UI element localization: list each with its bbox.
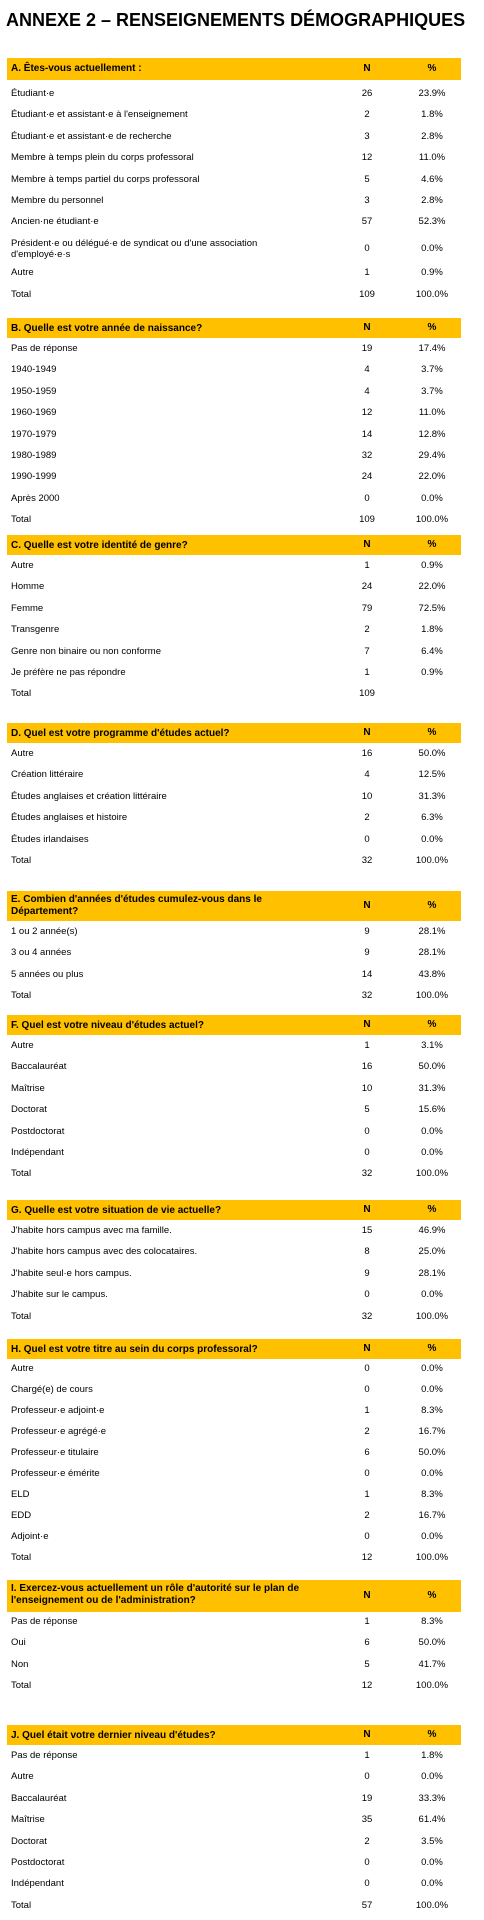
section-g [7,1200,461,1322]
row-label: Chargé(e) de cours [11,1384,93,1395]
row-label: ELD [11,1489,30,1500]
row-percent: 31.3% [418,790,446,802]
row-label: 1970-1979 [11,428,57,440]
column-header-percent: % [427,539,437,550]
row-count: 0 [364,1147,370,1158]
row-count: 5 [364,1658,370,1670]
row-label: Adjoint·e [11,1531,49,1542]
row-percent: 0.0% [421,833,443,845]
section-question: A. Êtes-vous actuellement : [11,63,142,74]
row-label: Pas de réponse [11,1750,78,1761]
row-label: Total [11,1310,32,1322]
row-percent: 0.0% [421,1384,443,1395]
row-percent: 41.7% [418,1658,446,1670]
row-percent: 28.1% [418,926,446,937]
column-header-n: N [363,1590,371,1601]
row-percent: 100.0% [415,514,449,526]
row-count: 2 [364,624,370,636]
row-percent: 100.0% [415,990,449,1002]
row-percent: 29.4% [418,450,446,461]
row-count: 109 [359,688,375,700]
row-label: Pas de réponse [11,1616,78,1627]
row-label: 5 années ou plus [11,968,84,980]
row-label: Étudiant·e [11,88,55,99]
row-count: 9 [364,926,370,937]
row-percent: 50.0% [418,748,446,759]
row-label: Indépendant [11,1147,64,1158]
row-label: Non [11,1658,29,1670]
row-count: 24 [361,471,373,483]
row-label: J'habite hors campus avec des colocataires. [11,1246,198,1258]
row-percent: 0.0% [421,1125,443,1137]
column-header-percent: % [427,900,437,911]
section-a [7,58,461,300]
row-label: Total [11,990,32,1002]
row-label: Transgenre [11,624,60,636]
row-count: 32 [361,990,373,1002]
row-count: 0 [364,1878,370,1890]
row-count: 3 [364,130,370,142]
row-count: 14 [361,428,373,440]
row-percent: 100.0% [415,855,449,866]
row-percent: 0.0% [421,1771,443,1783]
column-header-n: N [363,1204,371,1215]
row-percent: 100.0% [415,1899,449,1911]
row-count: 32 [361,1168,373,1180]
row-count: 1 [364,1040,370,1051]
row-label: Homme [11,581,45,593]
column-header-n: N [363,1729,371,1740]
column-header-n: N [363,1019,371,1030]
row-count: 1 [364,1750,370,1761]
section-question: B. Quelle est votre année de naissance? [11,323,203,334]
section-question: J. Quel était votre dernier niveau d'études? [11,1730,216,1741]
row-percent: 0.0% [421,242,443,254]
row-count: 0 [364,1531,370,1542]
row-count: 4 [364,364,370,376]
section-c [7,535,461,700]
row-percent: 72.5% [418,602,446,614]
row-count: 0 [364,1125,370,1137]
row-count: 8 [364,1246,370,1258]
row-label: Baccalauréat [11,1061,67,1073]
column-header-n: N [363,900,371,911]
row-count: 2 [364,109,370,121]
row-count: 3 [364,195,370,206]
column-header-n: N [363,63,371,74]
row-count: 12 [361,407,373,419]
row-label: Membre à temps plein du corps professoral [11,152,194,164]
row-percent: 43.8% [418,968,446,980]
row-percent: 0.0% [421,492,443,504]
row-count: 19 [361,1792,373,1804]
section-i [7,1580,461,1692]
row-percent: 11.0% [418,407,446,419]
section-question: C. Quelle est votre identité de genre? [11,540,188,551]
row-label: Total [11,1899,32,1911]
row-label: J'habite seul·e hors campus. [11,1267,132,1279]
row-percent: 1.8% [421,109,443,121]
row-label: 1990-1999 [11,471,57,483]
section-header [7,1200,461,1220]
section-f [7,1015,461,1180]
column-header-percent: % [427,1343,437,1354]
row-percent: 12.5% [418,769,446,781]
section-question: F. Quel est votre niveau d'études actuel? [11,1020,204,1031]
row-count: 0 [364,1857,370,1868]
row-count: 57 [361,1899,373,1911]
row-percent: 25.0% [418,1246,446,1258]
section-d [7,723,461,866]
section-header [7,318,461,338]
section-header [7,891,461,921]
section-question: H. Quel est votre titre au sein du corps professoral? [11,1344,258,1355]
row-percent: 1.8% [421,1750,443,1761]
row-count: 0 [364,833,370,845]
row-label: Oui [11,1637,26,1649]
row-percent: 6.4% [421,645,443,657]
row-label: Autre [11,267,34,279]
row-percent: 2.8% [421,130,443,142]
section-header [7,1339,461,1359]
row-label: Femme [11,602,44,614]
row-count: 9 [364,947,370,959]
column-header-n: N [363,539,371,550]
row-label: Total [11,514,32,526]
section-header [7,535,461,555]
row-label: Autre [11,1040,34,1051]
row-percent: 2.8% [421,195,443,206]
row-label: Baccalauréat [11,1792,67,1804]
section-h [7,1339,461,1563]
row-label: J'habite sur le campus. [11,1289,108,1301]
row-label: Création littéraire [11,769,84,781]
row-count: 1 [364,267,370,279]
row-percent: 50.0% [418,1061,446,1073]
row-count: 32 [361,450,373,461]
row-percent: 0.9% [421,267,443,279]
row-percent: 4.6% [421,173,443,185]
row-label: Je préfère ne pas répondre [11,667,126,678]
row-label: Doctorat [11,1104,47,1116]
column-header-percent: % [427,1204,437,1215]
row-label: 1940-1949 [11,364,57,376]
row-count: 16 [361,1061,373,1073]
row-label: Ancien·ne étudiant·e [11,216,99,228]
row-label: Indépendant [11,1878,64,1890]
row-count: 109 [359,514,375,526]
row-count: 19 [361,343,373,354]
row-label: Total [11,1168,32,1180]
row-label: Genre non binaire ou non conforme [11,645,161,657]
row-percent: 0.0% [421,1147,443,1158]
section-e [7,891,461,1002]
row-percent: 16.7% [418,1426,446,1437]
row-label: Après 2000 [11,492,60,504]
row-percent: 100.0% [415,288,449,300]
row-count: 1 [364,1616,370,1627]
row-count: 14 [361,968,373,980]
row-count: 5 [364,173,370,185]
row-label: J'habite hors campus avec ma famille. [11,1225,172,1236]
row-label: Total [11,1680,32,1692]
row-count: 0 [364,1384,370,1395]
row-count: 6 [364,1637,370,1649]
row-count: 35 [361,1814,373,1826]
section-header [7,1725,461,1745]
row-count: 12 [361,152,373,164]
row-count: 12 [361,1680,373,1692]
row-percent: 15.6% [418,1104,446,1116]
row-percent: 11.0% [418,152,446,164]
row-label: Postdoctorat [11,1857,65,1868]
row-percent: 0.0% [421,1363,443,1374]
row-count: 24 [361,581,373,593]
row-count: 0 [364,1468,370,1479]
row-percent: 100.0% [415,1552,449,1563]
row-label: Autre [11,1363,34,1374]
row-count: 2 [364,1426,370,1437]
row-percent: 0.0% [421,1531,443,1542]
row-count: 26 [361,88,373,99]
row-percent: 8.3% [421,1405,443,1416]
row-count: 1 [364,1405,370,1416]
section-header [7,1015,461,1035]
row-count: 32 [361,1310,373,1322]
row-percent: 22.0% [418,471,446,483]
row-label: Autre [11,560,34,571]
row-label: Total [11,288,32,300]
row-percent: 0.0% [421,1289,443,1301]
row-label: Maîtrise [11,1814,45,1826]
row-percent: 3.7% [421,364,443,376]
column-header-n: N [363,1343,371,1354]
row-count: 6 [364,1447,370,1458]
row-count: 0 [364,1771,370,1783]
column-header-percent: % [427,63,437,74]
row-label: Maîtrise [11,1082,45,1094]
row-label: Professeur·e émérite [11,1468,100,1479]
row-label: Président·e ou délégué·e de syndicat ou d'une association d'employé·e·s [11,237,258,260]
row-percent: 31.3% [418,1082,446,1094]
row-count: 10 [361,790,373,802]
column-header-percent: % [427,322,437,333]
section-header [7,723,461,743]
row-label: Membre à temps partiel du corps professoral [11,173,200,185]
section-question: I. Exercez-vous actuellement un rôle d'autorité sur le plan de l'enseignement ou de l'administration? [11,1583,300,1606]
row-count: 4 [364,769,370,781]
row-count: 32 [361,855,373,866]
column-header-percent: % [427,1729,437,1740]
column-header-percent: % [427,1590,437,1601]
row-count: 0 [364,1289,370,1301]
row-percent: 8.3% [421,1616,443,1627]
row-percent: 22.0% [418,581,446,593]
row-percent: 33.3% [418,1792,446,1804]
row-count: 0 [364,242,370,254]
row-count: 1 [364,560,370,571]
row-percent: 50.0% [418,1447,446,1458]
row-label: Postdoctorat [11,1125,65,1137]
section-header [7,1580,461,1612]
row-count: 10 [361,1082,373,1094]
row-label: Étudiant·e et assistant·e à l'enseignement [11,109,188,121]
row-percent: 52.3% [418,216,446,228]
row-percent: 100.0% [415,1168,449,1180]
row-count: 1 [364,667,370,678]
row-percent: 3.5% [421,1835,443,1847]
row-label: Total [11,688,32,700]
row-percent: 1.8% [421,624,443,636]
row-percent: 100.0% [415,1310,449,1322]
column-header-percent: % [427,1019,437,1030]
row-label: Autre [11,1771,34,1783]
row-label: Professeur·e agrégé·e [11,1426,107,1437]
row-label: Pas de réponse [11,343,78,354]
row-percent: 17.4% [418,343,446,354]
row-label: 1 ou 2 année(s) [11,926,78,937]
row-label: Études anglaises et histoire [11,812,128,824]
row-count: 2 [364,812,370,824]
row-count: 12 [361,1552,373,1563]
row-label: Total [11,855,32,866]
section-b [7,318,461,526]
row-percent: 0.0% [421,1857,443,1868]
row-label: 1980-1989 [11,450,57,461]
row-label: Membre du personnel [11,195,104,206]
row-percent: 100.0% [415,1680,449,1692]
row-count: 7 [364,645,370,657]
row-count: 15 [361,1225,373,1236]
row-percent: 8.3% [421,1489,443,1500]
row-label: EDD [11,1510,32,1521]
row-label: Étudiant·e et assistant·e de recherche [11,130,172,142]
row-percent: 61.4% [418,1814,446,1826]
page-title: ANNEXE 2 – RENSEIGNEMENTS DÉMOGRAPHIQUES [6,10,466,30]
row-label: 1960-1969 [11,407,57,419]
column-header-n: N [363,322,371,333]
row-label: 1950-1959 [11,385,57,397]
row-percent: 0.0% [421,1468,443,1479]
row-count: 57 [361,216,373,228]
section-question: E. Combien d'années d'études cumulez-vous dans le Département? [11,894,262,917]
row-percent: 16.7% [418,1510,446,1521]
column-header-n: N [363,727,371,738]
row-percent: 3.7% [421,385,443,397]
row-count: 5 [364,1104,370,1116]
row-percent: 28.1% [418,1267,446,1279]
row-count: 4 [364,385,370,397]
row-count: 1 [364,1489,370,1500]
row-percent: 46.9% [418,1225,446,1236]
row-count: 2 [364,1835,370,1847]
row-count: 0 [364,1363,370,1374]
row-label: 3 ou 4 années [11,947,72,959]
row-count: 0 [364,492,370,504]
row-label: Professeur·e adjoint·e [11,1405,105,1416]
column-header-percent: % [427,727,437,738]
row-percent: 0.0% [421,1878,443,1890]
section-question: G. Quelle est votre situation de vie actuelle? [11,1205,222,1216]
row-count: 9 [364,1267,370,1279]
row-percent: 28.1% [418,947,446,959]
row-percent: 50.0% [418,1637,446,1649]
row-label: Études anglaises et création littéraire [11,790,167,802]
row-label: Professeur·e titulaire [11,1447,99,1458]
row-label: Total [11,1552,32,1563]
row-label: Études irlandaises [11,833,89,845]
row-percent: 6.3% [421,812,443,824]
row-count: 79 [361,602,373,614]
row-label: Autre [11,748,34,759]
row-percent: 23.9% [418,88,446,99]
section-question: D. Quel est votre programme d'études actuel? [11,728,230,739]
row-percent: 3.1% [421,1040,443,1051]
row-percent: 12.8% [418,428,446,440]
row-count: 109 [359,288,375,300]
row-count: 2 [364,1510,370,1521]
row-label: Doctorat [11,1835,47,1847]
row-count: 16 [361,748,373,759]
section-j [7,1725,461,1911]
row-percent: 0.9% [421,667,443,678]
row-percent: 0.9% [421,560,443,571]
section-header [7,58,461,80]
